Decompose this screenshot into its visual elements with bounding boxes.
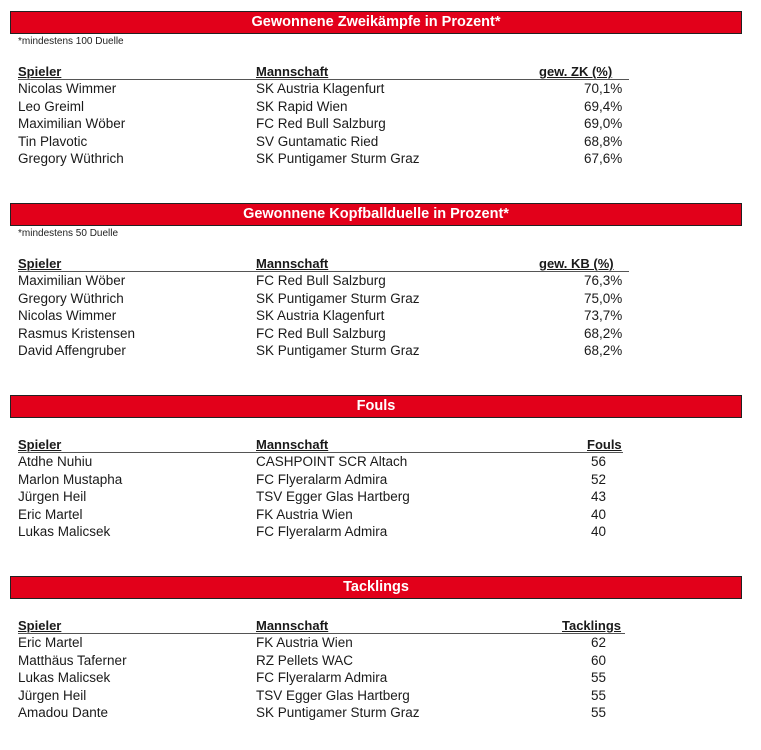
table-header — [18, 618, 625, 633]
stat-value: 55 — [591, 687, 607, 703]
team-name: SK Austria Klagenfurt — [256, 308, 385, 323]
stat-value: 55 — [591, 705, 607, 720]
header-team: Mannschaft — [256, 618, 329, 633]
team-name: CASHPOINT SCR Altach — [256, 454, 408, 469]
header-player: Spieler — [18, 618, 62, 633]
team-name: FC Red Bull Salzburg — [256, 116, 386, 131]
header-value: gew. ZK (%) — [539, 64, 613, 79]
stat-value: 70,1% — [584, 81, 623, 96]
player-name: Maximilian Wöber — [18, 273, 126, 288]
player-name: Leo Greiml — [18, 98, 85, 114]
player-name: Eric Martel — [18, 506, 83, 522]
player-name: Lukas Malicsek — [18, 670, 111, 685]
stat-value: 69,4% — [584, 98, 623, 114]
team-name: FC Flyeralarm Admira — [256, 670, 388, 685]
player-name: David Affengruber — [18, 343, 126, 358]
team-name: SK Puntigamer Sturm Graz — [256, 705, 420, 720]
player-name: Gregory Wüthrich — [18, 151, 124, 166]
player-name: Tin Plavotic — [18, 133, 88, 149]
stat-value: 68,2% — [584, 325, 623, 341]
stat-value: 75,0% — [584, 290, 623, 306]
stat-value: 43 — [591, 489, 607, 504]
team-name: SK Austria Klagenfurt — [256, 81, 385, 96]
stat-value: 68,2% — [584, 343, 623, 358]
header-player: Spieler — [18, 256, 62, 271]
team-name: FC Flyeralarm Admira — [256, 524, 388, 539]
player-name: Jürgen Heil — [18, 489, 87, 504]
header-team: Mannschaft — [256, 256, 329, 271]
player-name: Lukas Malicsek — [18, 524, 111, 539]
team-name: FC Red Bull Salzburg — [256, 325, 386, 341]
team-name: TSV Egger Glas Hartberg — [256, 489, 410, 504]
stat-value: 40 — [591, 524, 607, 539]
section-title-banner: Fouls — [10, 395, 742, 418]
section-title-banner: Tacklings — [10, 576, 742, 599]
player-name: Atdhe Nuhiu — [18, 454, 93, 469]
stat-value: 52 — [591, 471, 607, 487]
table-header — [18, 437, 623, 452]
stat-value: 73,7% — [584, 308, 623, 323]
header-value: Fouls — [587, 437, 622, 452]
section-footnote: *mindestens 100 Duelle — [18, 36, 124, 47]
player-name: Gregory Wüthrich — [18, 290, 124, 306]
stat-value: 69,0% — [584, 116, 623, 131]
header-team: Mannschaft — [256, 437, 329, 452]
player-name: Rasmus Kristensen — [18, 325, 136, 341]
stat-value: 40 — [591, 506, 607, 522]
header-value: Tacklings — [562, 618, 622, 633]
stat-value: 56 — [591, 454, 607, 469]
team-name: SK Puntigamer Sturm Graz — [256, 151, 420, 166]
player-name: Nicolas Wimmer — [18, 81, 117, 96]
team-name: FC Red Bull Salzburg — [256, 273, 386, 288]
stat-value: 55 — [591, 670, 607, 685]
team-name: FK Austria Wien — [256, 635, 353, 650]
team-name: SK Puntigamer Sturm Graz — [256, 343, 420, 358]
player-name: Nicolas Wimmer — [18, 308, 117, 323]
team-name: FC Flyeralarm Admira — [256, 471, 388, 487]
stat-value: 60 — [591, 652, 607, 668]
section-footnote: *mindestens 50 Duelle — [18, 228, 119, 239]
stat-value: 68,8% — [584, 133, 623, 149]
team-name: SK Puntigamer Sturm Graz — [256, 290, 420, 306]
player-name: Matthäus Taferner — [18, 652, 127, 668]
player-name: Amadou Dante — [18, 705, 109, 720]
team-name: SV Guntamatic Ried — [256, 133, 379, 149]
section-title-banner: Gewonnene Zweikämpfe in Prozent* — [10, 11, 742, 34]
player-name: Jürgen Heil — [18, 687, 87, 703]
section-title-banner: Gewonnene Kopfballduelle in Prozent* — [10, 203, 742, 226]
header-player: Spieler — [18, 437, 62, 452]
player-name: Maximilian Wöber — [18, 116, 126, 131]
player-name: Eric Martel — [18, 635, 83, 650]
table-header — [18, 256, 629, 271]
table-header — [18, 64, 629, 79]
team-name: SK Rapid Wien — [256, 98, 348, 114]
header-player: Spieler — [18, 64, 62, 79]
stat-value: 62 — [591, 635, 607, 650]
stat-value: 76,3% — [584, 273, 623, 288]
stat-value: 67,6% — [584, 151, 623, 166]
header-team: Mannschaft — [256, 64, 329, 79]
header-value: gew. KB (%) — [539, 256, 614, 271]
team-name: FK Austria Wien — [256, 506, 353, 522]
team-name: RZ Pellets WAC — [256, 652, 354, 668]
player-name: Marlon Mustapha — [18, 471, 123, 487]
team-name: TSV Egger Glas Hartberg — [256, 687, 410, 703]
